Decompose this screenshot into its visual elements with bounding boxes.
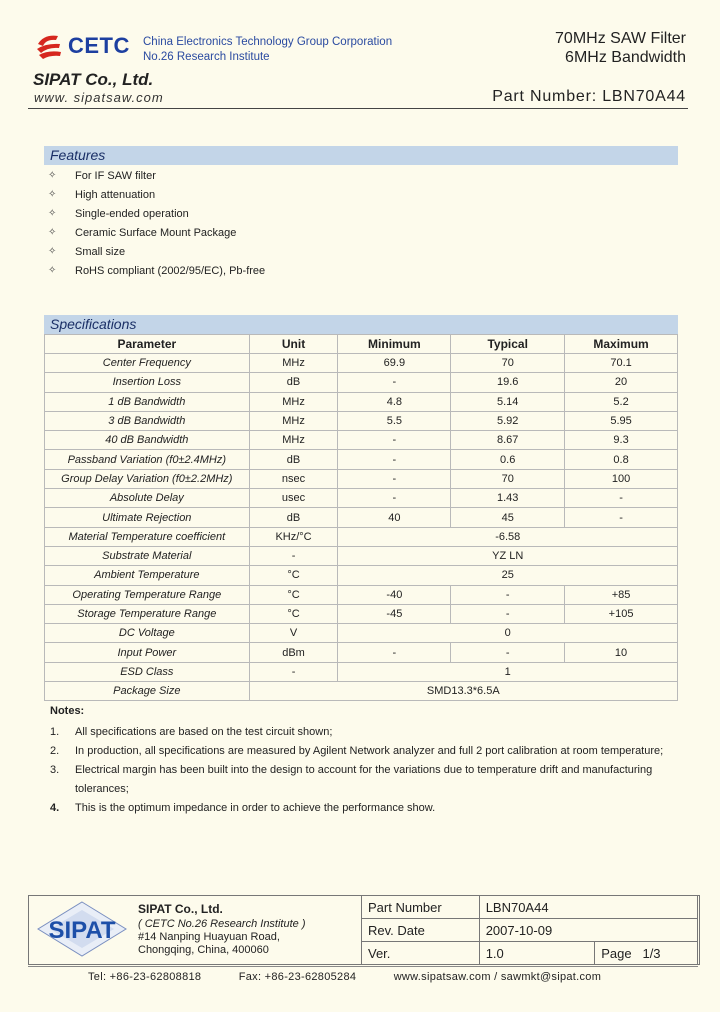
- cell-unit: MHz: [249, 354, 338, 373]
- note-item: [50, 799, 670, 818]
- rev-date-label: Rev. Date: [362, 919, 480, 942]
- features-heading: Features: [44, 146, 678, 165]
- cell-typical: 19.6: [451, 373, 565, 392]
- rev-date-value: 2007-10-09: [479, 919, 697, 942]
- note-text: This is the optimum impedance in order to achieve the performance show.: [75, 802, 436, 814]
- cell-minimum: 69.9: [338, 354, 451, 373]
- corporation-name: China Electronics Technology Group Corporation: [143, 36, 393, 48]
- cetc-logo-text: CETC: [68, 33, 130, 58]
- product-subtitle: 6MHz Bandwidth: [565, 49, 686, 66]
- bullet-icon: ✧: [48, 265, 57, 276]
- notes-section: [50, 705, 670, 818]
- note-item: [50, 742, 670, 761]
- table-row: [45, 469, 678, 488]
- fax: Fax: +86-23-62805284: [238, 971, 357, 983]
- cell-maximum: 100: [565, 469, 678, 488]
- note-text: All specifications are based on the test circuit shown;: [75, 726, 333, 738]
- cell-parameter: Input Power: [45, 643, 250, 662]
- feature-item: [48, 261, 648, 280]
- cell-typical: 1.43: [451, 489, 565, 508]
- bullet-icon: ✧: [48, 170, 57, 181]
- feature-text: RoHS compliant (2002/95/EC), Pb-free: [75, 264, 266, 277]
- part-number-label: Part Number: [362, 896, 480, 919]
- cell-typical: -: [451, 604, 565, 623]
- table-row: [45, 585, 678, 604]
- cell-value: YZ LN: [338, 546, 678, 565]
- cell-typical: 45: [451, 508, 565, 527]
- table-row: [45, 431, 678, 450]
- cell-parameter: Passband Variation (f0±2.4MHz): [45, 450, 250, 469]
- note-item: [50, 761, 670, 799]
- cell-unit: dB: [249, 450, 338, 469]
- cell-parameter: 40 dB Bandwidth: [45, 431, 250, 450]
- header-divider: [28, 108, 688, 109]
- cell-parameter: Group Delay Variation (f0±2.2MHz): [45, 469, 250, 488]
- features-list: [48, 166, 648, 280]
- cell-typical: -: [451, 643, 565, 662]
- footer-company: SIPAT Co., Ltd.: [138, 902, 223, 916]
- table-row: [45, 662, 678, 681]
- feature-text: High attenuation: [75, 188, 156, 201]
- cell-unit: -: [249, 546, 338, 565]
- cell-maximum: 70.1: [565, 354, 678, 373]
- note-number: 2.: [50, 745, 60, 757]
- website-link[interactable]: www. sipatsaw.com: [34, 90, 164, 105]
- cell-parameter: 1 dB Bandwidth: [45, 392, 250, 411]
- footer-institute: ( CETC No.26 Research Institute ): [138, 918, 306, 930]
- table-row: [45, 527, 678, 546]
- note-number: 1.: [50, 726, 60, 738]
- cell-parameter: Absolute Delay: [45, 489, 250, 508]
- cell-typical: -: [451, 585, 565, 604]
- cell-unit: -: [249, 662, 338, 681]
- feature-item: [48, 223, 648, 242]
- cell-unit: dB: [249, 508, 338, 527]
- footer-address-line2: Chongqing, China, 400060: [138, 944, 269, 956]
- cell-maximum: 20: [565, 373, 678, 392]
- cell-value: SMD13.3*6.5A: [249, 682, 677, 701]
- cell-typical: 70: [451, 354, 565, 373]
- bullet-icon: ✧: [48, 189, 57, 200]
- table-row: [45, 489, 678, 508]
- col-header-parameter: Parameter: [45, 335, 250, 354]
- cell-parameter: Center Frequency: [45, 354, 250, 373]
- table-row: [45, 566, 678, 585]
- page-indicator: [595, 942, 698, 965]
- telephone: Tel: +86-23-62808818: [88, 971, 202, 983]
- document-info-table: [361, 895, 698, 965]
- cell-unit: MHz: [249, 431, 338, 450]
- cell-maximum: 5.95: [565, 411, 678, 430]
- table-row: [45, 546, 678, 565]
- sipat-logo-text: SIPAT: [48, 917, 116, 944]
- table-header-row: [45, 335, 678, 354]
- cell-typical: 8.67: [451, 431, 565, 450]
- cell-value: 0: [338, 624, 678, 643]
- cell-minimum: -: [338, 373, 451, 392]
- specifications-table: [44, 334, 678, 701]
- cell-maximum: -: [565, 508, 678, 527]
- cell-maximum: 9.3: [565, 431, 678, 450]
- table-row: [45, 392, 678, 411]
- cell-unit: °C: [249, 604, 338, 623]
- cell-typical: 5.92: [451, 411, 565, 430]
- col-header-typical: Typical: [451, 335, 565, 354]
- website-email[interactable]: www.sipatsaw.com / sawmkt@sipat.com: [393, 971, 602, 983]
- feature-item: [48, 242, 648, 261]
- institute-name: No.26 Research Institute: [143, 51, 270, 63]
- cell-unit: dB: [249, 373, 338, 392]
- cell-typical: 70: [451, 469, 565, 488]
- table-row: [45, 604, 678, 623]
- table-row: [45, 373, 678, 392]
- part-number-heading: Part Number: LBN70A44: [492, 88, 686, 105]
- feature-text: Small size: [75, 245, 126, 258]
- cell-parameter: DC Voltage: [45, 624, 250, 643]
- cell-maximum: +105: [565, 604, 678, 623]
- note-number: 3.: [50, 764, 60, 776]
- bullet-icon: ✧: [48, 246, 57, 257]
- feature-item: [48, 166, 648, 185]
- page-label: Page: [601, 945, 632, 961]
- note-text: Electrical margin has been built into the design to account for the variations due to temperature drift and manufacturing tolerances;: [75, 764, 653, 795]
- cell-minimum: -: [338, 489, 451, 508]
- page-value: 1/3: [642, 945, 661, 961]
- info-row-rev-date: [362, 919, 698, 942]
- cell-unit: MHz: [249, 411, 338, 430]
- cell-parameter: Insertion Loss: [45, 373, 250, 392]
- cell-maximum: +85: [565, 585, 678, 604]
- cell-parameter: Substrate Material: [45, 546, 250, 565]
- table-row: [45, 624, 678, 643]
- cell-typical: 5.14: [451, 392, 565, 411]
- cell-unit: MHz: [249, 392, 338, 411]
- note-item: [50, 723, 670, 742]
- cell-parameter: Operating Temperature Range: [45, 585, 250, 604]
- cell-minimum: -40: [338, 585, 451, 604]
- col-header-maximum: Maximum: [565, 335, 678, 354]
- sipat-logo-icon: [34, 900, 130, 958]
- footer-address-line1: #14 Nanping Huayuan Road,: [138, 931, 280, 943]
- cell-unit: nsec: [249, 469, 338, 488]
- contact-divider: [28, 966, 698, 967]
- cell-value: 25: [338, 566, 678, 585]
- cell-parameter: 3 dB Bandwidth: [45, 411, 250, 430]
- cell-value: 1: [338, 662, 678, 681]
- info-row-version: [362, 942, 698, 965]
- cell-unit: °C: [249, 566, 338, 585]
- cell-unit: dBm: [249, 643, 338, 662]
- cell-parameter: Storage Temperature Range: [45, 604, 250, 623]
- part-number-value: LBN70A44: [479, 896, 697, 919]
- notes-title: Notes:: [50, 705, 85, 717]
- cell-maximum: 0.8: [565, 450, 678, 469]
- version-value: 1.0: [479, 942, 595, 965]
- cell-parameter: Material Temperature coefficient: [45, 527, 250, 546]
- feature-text: Single-ended operation: [75, 207, 189, 220]
- bullet-icon: ✧: [48, 208, 57, 219]
- cell-minimum: -45: [338, 604, 451, 623]
- cell-minimum: 4.8: [338, 392, 451, 411]
- cell-minimum: -: [338, 469, 451, 488]
- note-number: 4.: [50, 802, 60, 814]
- cell-unit: V: [249, 624, 338, 643]
- info-row-part-number: [362, 896, 698, 919]
- cell-maximum: -: [565, 489, 678, 508]
- col-header-unit: Unit: [249, 335, 338, 354]
- bullet-icon: ✧: [48, 227, 57, 238]
- cell-parameter: Ambient Temperature: [45, 566, 250, 585]
- specifications-heading: Specifications: [44, 315, 678, 334]
- cell-maximum: 10: [565, 643, 678, 662]
- version-label: Ver.: [362, 942, 480, 965]
- cell-minimum: 5.5: [338, 411, 451, 430]
- table-row: [45, 450, 678, 469]
- cell-maximum: 5.2: [565, 392, 678, 411]
- cell-parameter: ESD Class: [45, 662, 250, 681]
- table-row: [45, 411, 678, 430]
- table-row: [45, 508, 678, 527]
- cell-parameter: Ultimate Rejection: [45, 508, 250, 527]
- feature-text: For IF SAW filter: [75, 169, 156, 182]
- cell-typical: 0.6: [451, 450, 565, 469]
- cell-parameter: Package Size: [45, 682, 250, 701]
- contact-line: [88, 971, 635, 983]
- feature-item: [48, 185, 648, 204]
- cell-minimum: 40: [338, 508, 451, 527]
- company-name: SIPAT Co., Ltd.: [33, 70, 154, 89]
- table-row: [45, 643, 678, 662]
- cell-unit: usec: [249, 489, 338, 508]
- cell-minimum: -: [338, 431, 451, 450]
- cell-unit: °C: [249, 585, 338, 604]
- product-title: 70MHz SAW Filter: [555, 30, 686, 47]
- cell-value: -6.58: [338, 527, 678, 546]
- cell-minimum: -: [338, 643, 451, 662]
- feature-text: Ceramic Surface Mount Package: [75, 226, 237, 239]
- cell-minimum: -: [338, 450, 451, 469]
- feature-item: [48, 204, 648, 223]
- note-text: In production, all specifications are measured by Agilent Network analyzer and full 2 port calibration at room temperature;: [75, 745, 664, 757]
- table-row: [45, 354, 678, 373]
- cell-unit: KHz/°C: [249, 527, 338, 546]
- col-header-minimum: Minimum: [338, 335, 451, 354]
- table-row: [45, 682, 678, 701]
